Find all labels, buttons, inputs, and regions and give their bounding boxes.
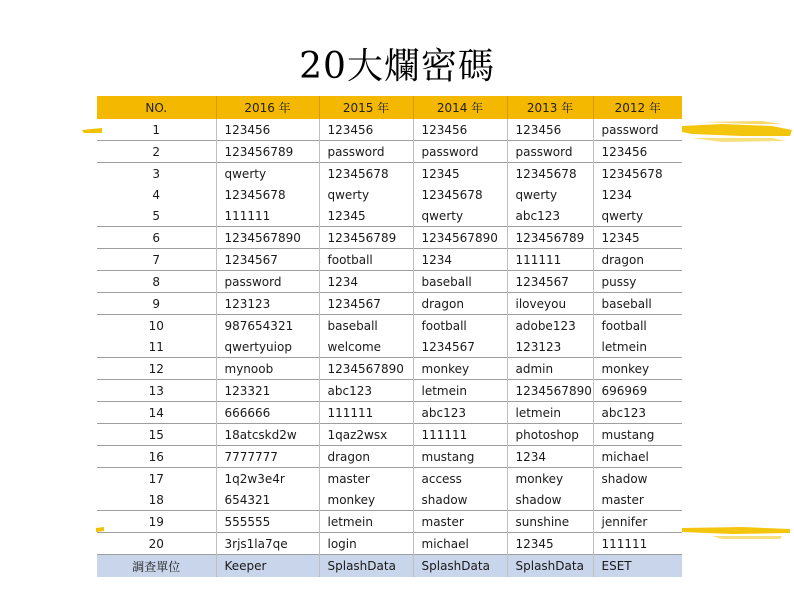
rank-cell: 4 bbox=[152, 187, 161, 202]
source-cell: ESET bbox=[593, 555, 682, 578]
table-row bbox=[97, 249, 682, 271]
column-header: 2012 年 bbox=[593, 96, 682, 119]
source-cell: SplashData bbox=[507, 555, 593, 578]
password-cell: 12345678 bbox=[413, 184, 507, 205]
password-cell: football bbox=[593, 315, 682, 337]
table-row bbox=[97, 184, 682, 205]
password-cell: 1234567 bbox=[319, 293, 413, 315]
password-cell: login bbox=[319, 533, 413, 555]
password-cell: 1234 bbox=[507, 446, 593, 468]
password-cell: baseball bbox=[593, 293, 682, 315]
table-row bbox=[97, 293, 682, 315]
password-cell: 12345678 bbox=[319, 163, 413, 185]
password-cell: access bbox=[413, 468, 507, 490]
password-cell: 654321 bbox=[216, 489, 319, 511]
password-cell: 1234567890 bbox=[413, 227, 507, 249]
rank-cell: 17 bbox=[97, 468, 216, 490]
password-cell: 111111 bbox=[319, 402, 413, 424]
rank-cell: 12 bbox=[97, 358, 216, 380]
rank-cell: 7 bbox=[97, 249, 216, 271]
password-cell: 12345 bbox=[413, 163, 507, 185]
password-cell: 3rjs1la7qe bbox=[216, 533, 319, 555]
column-header: 2014 年 bbox=[413, 96, 507, 119]
password-cell: qwerty bbox=[319, 184, 413, 205]
page-title: 20大爛密碼 bbox=[299, 46, 495, 87]
table-row bbox=[97, 446, 682, 468]
password-cell: monkey bbox=[593, 358, 682, 380]
rank-cell: 20 bbox=[97, 533, 216, 555]
column-header: 2015 年 bbox=[319, 96, 413, 119]
password-cell: qwerty bbox=[413, 205, 507, 227]
password-cell: 123123 bbox=[216, 293, 319, 315]
password-cell: 1234 bbox=[319, 271, 413, 293]
password-cell: dragon bbox=[593, 249, 682, 271]
rank-cell: 15 bbox=[97, 424, 216, 446]
password-cell: shadow bbox=[593, 468, 682, 490]
table-body bbox=[97, 119, 682, 577]
password-cell: mynoob bbox=[216, 358, 319, 380]
password-cell: 12345678 bbox=[593, 163, 682, 185]
table-row bbox=[97, 533, 682, 555]
password-cell: dragon bbox=[413, 293, 507, 315]
password-cell: 123456 bbox=[413, 119, 507, 141]
source-label-cell: 調查單位 bbox=[97, 555, 216, 578]
yellow-underline-right bbox=[682, 520, 792, 550]
rank-cell: 19 bbox=[97, 511, 216, 533]
password-cell: sunshine bbox=[507, 511, 593, 533]
password-cell: letmein bbox=[507, 402, 593, 424]
source-cell: SplashData bbox=[413, 555, 507, 578]
password-cell: football bbox=[319, 249, 413, 271]
rank-cell: 11 bbox=[148, 339, 164, 354]
rank-cell: 6 bbox=[97, 227, 216, 249]
password-cell: shadow bbox=[413, 489, 507, 511]
password-cell: abc123 bbox=[593, 402, 682, 424]
password-cell: 1234 bbox=[413, 249, 507, 271]
password-cell: letmein bbox=[319, 511, 413, 533]
password-cell: michael bbox=[413, 533, 507, 555]
password-cell: password bbox=[216, 271, 319, 293]
password-cell: 12345 bbox=[593, 227, 682, 249]
password-cell: monkey bbox=[413, 358, 507, 380]
password-cell: 123456 bbox=[216, 119, 319, 141]
password-cell: football bbox=[413, 315, 507, 337]
rank-cell: 14 bbox=[97, 402, 216, 424]
password-cell: 123321 bbox=[216, 380, 319, 402]
password-cell: dragon bbox=[319, 446, 413, 468]
password-cell: qwerty bbox=[507, 184, 593, 205]
password-cell: 12345678 bbox=[507, 163, 593, 185]
password-cell: 666666 bbox=[216, 402, 319, 424]
rank-cell: 3 bbox=[97, 163, 216, 185]
password-cell: 123456 bbox=[593, 141, 682, 163]
password-cell: 1234567 bbox=[216, 249, 319, 271]
table-row bbox=[97, 119, 682, 141]
password-cell: 1234567890 bbox=[216, 227, 319, 249]
table-header-row bbox=[97, 96, 682, 119]
column-header: 2016 年 bbox=[216, 96, 319, 119]
table-row bbox=[97, 271, 682, 293]
password-cell: admin bbox=[507, 358, 593, 380]
password-cell: 111111 bbox=[593, 533, 682, 555]
password-cell: qwerty bbox=[593, 205, 682, 227]
table-row bbox=[97, 489, 682, 511]
table-row bbox=[97, 315, 682, 337]
table-row bbox=[97, 358, 682, 380]
password-cell: qwerty bbox=[216, 163, 319, 185]
password-cell: monkey bbox=[319, 489, 413, 511]
password-cell: welcome bbox=[319, 336, 413, 358]
rank-cell: 8 bbox=[97, 271, 216, 293]
rank-cell: 1 bbox=[152, 122, 161, 137]
password-cell: abc123 bbox=[507, 205, 593, 227]
password-cell: 12345 bbox=[319, 205, 413, 227]
rank-cell: 2 bbox=[97, 141, 216, 163]
table-row bbox=[97, 163, 682, 185]
password-cell: 7777777 bbox=[216, 446, 319, 468]
password-cell: abc123 bbox=[413, 402, 507, 424]
password-cell: iloveyou bbox=[507, 293, 593, 315]
password-cell: 111111 bbox=[216, 205, 319, 227]
password-cell: 111111 bbox=[413, 424, 507, 446]
password-cell: photoshop bbox=[507, 424, 593, 446]
password-cell: master bbox=[319, 468, 413, 490]
rank-cell: 10 bbox=[97, 315, 216, 337]
password-cell: master bbox=[413, 511, 507, 533]
password-cell: 111111 bbox=[507, 249, 593, 271]
password-cell: 123456 bbox=[319, 119, 413, 141]
password-cell: 1234567 bbox=[507, 271, 593, 293]
password-cell: shadow bbox=[507, 489, 593, 511]
password-cell: 987654321 bbox=[216, 315, 319, 337]
password-cell: jennifer bbox=[593, 511, 682, 533]
password-cell: 1234567890 bbox=[507, 380, 593, 402]
table-row bbox=[97, 205, 682, 227]
password-cell: 1234 bbox=[593, 184, 682, 205]
password-cell: password bbox=[319, 141, 413, 163]
password-cell: qwertyuiop bbox=[216, 336, 319, 358]
source-cell: SplashData bbox=[319, 555, 413, 578]
table-row bbox=[97, 511, 682, 533]
password-cell: password bbox=[413, 141, 507, 163]
password-cell: mustang bbox=[593, 424, 682, 446]
password-cell: 696969 bbox=[593, 380, 682, 402]
password-cell: 1234567 bbox=[413, 336, 507, 358]
table-row bbox=[97, 380, 682, 402]
password-cell: master bbox=[593, 489, 682, 511]
password-table bbox=[97, 96, 682, 577]
password-cell: adobe123 bbox=[507, 315, 593, 337]
password-cell: 18atcskd2w bbox=[216, 424, 319, 446]
password-cell: password bbox=[507, 141, 593, 163]
password-cell: pussy bbox=[593, 271, 682, 293]
password-cell: michael bbox=[593, 446, 682, 468]
password-cell: 123456789 bbox=[507, 227, 593, 249]
rank-cell: 13 bbox=[97, 380, 216, 402]
password-cell: 555555 bbox=[216, 511, 319, 533]
rank-cell: 16 bbox=[97, 446, 216, 468]
table-row bbox=[97, 424, 682, 446]
password-cell: letmein bbox=[413, 380, 507, 402]
password-cell: password bbox=[593, 119, 682, 141]
table-row bbox=[97, 468, 682, 490]
table-row bbox=[97, 141, 682, 163]
yellow-brush-stroke-right bbox=[682, 112, 794, 152]
password-cell: 123456 bbox=[507, 119, 593, 141]
table-row bbox=[97, 227, 682, 249]
password-cell: abc123 bbox=[319, 380, 413, 402]
password-cell: 12345678 bbox=[216, 184, 319, 205]
source-cell: Keeper bbox=[216, 555, 319, 578]
password-cell: mustang bbox=[413, 446, 507, 468]
password-cell: baseball bbox=[413, 271, 507, 293]
password-cell: 123123 bbox=[507, 336, 593, 358]
password-cell: letmein bbox=[593, 336, 682, 358]
password-cell: 123456789 bbox=[216, 141, 319, 163]
source-row bbox=[97, 555, 682, 578]
password-cell: 1q2w3e4r bbox=[216, 468, 319, 490]
password-cell: 12345 bbox=[507, 533, 593, 555]
password-cell: 123456789 bbox=[319, 227, 413, 249]
password-cell: monkey bbox=[507, 468, 593, 490]
rank-cell: 9 bbox=[97, 293, 216, 315]
password-cell: baseball bbox=[319, 315, 413, 337]
password-cell: 1234567890 bbox=[319, 358, 413, 380]
table-row bbox=[97, 336, 682, 358]
column-header: NO. bbox=[97, 96, 216, 119]
rank-cell: 5 bbox=[152, 208, 161, 223]
password-cell: 1qaz2wsx bbox=[319, 424, 413, 446]
table-row bbox=[97, 402, 682, 424]
rank-cell: 18 bbox=[148, 492, 164, 507]
column-header: 2013 年 bbox=[507, 96, 593, 119]
